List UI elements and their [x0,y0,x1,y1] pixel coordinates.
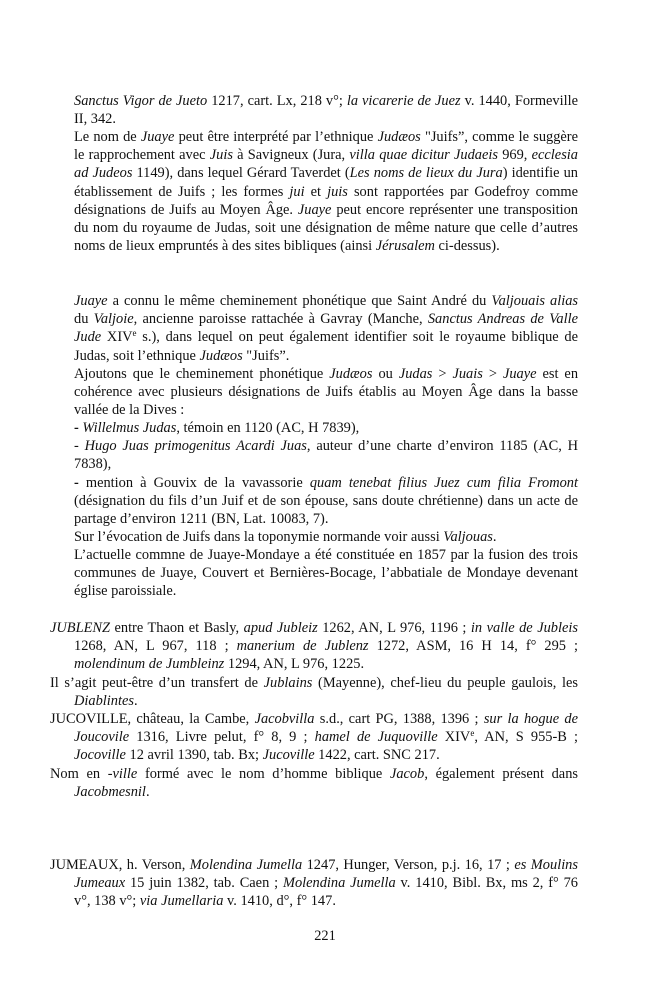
juaye-valjouais-paragraph: Juaye a connu le même cheminement phonétique que Saint André du Valjouais alias du Valjoie, ancienne paroisse rattachée à Gavray (Manche, Sanctus Andreas de Valle Jude XIVe s.), dans lequel on peut également identifier soit le royaume biblique de Judas, soit l’ethnique Judæos "Juifs”. [74,293,578,364]
entry-jublenz-head: JUBLENZ entre Thaon et Basly, apud Jubleiz 1262, AN, L 976, 1196 ; in valle de Jubleis 1268, AN, L 967, 118 ; manerium de Jublenz 1272, ASM, 16 H 14, f° 295 ; molendinum de Jumbleinz 1294, AN, L 976, 1225. [50,620,579,673]
juaye-bullet-willelmus: - Willelmus Judas, témoin en 1120 (AC, H 7839), [74,420,360,436]
juaye-phonetic-paragraph: Ajoutons que le cheminement phonétique Judæos ou Judas > Juais > Juaye est en cohérence avec plusieurs désignations de Juifs établis au Moyen Âge dans la basse vallée de la Dives : [74,366,579,419]
entry-jucoville [50,710,578,801]
entry-jucoville-head: JUCOVILLE, château, la Cambe, Jacobvilla s.d., cart PG, 1388, 1396 ; sur la hogue de Joucovile 1316, Livre pelut, f° 8, 9 ; hamel de Juquoville XIVe, AN, S 955-B ; Jocoville 12 avril 1390, tab. Bx; Jucoville 1422, cart. SNC 217. [50,711,579,764]
juaye-attestations: Sanctus Vigor de Jueto 1217, cart. Lx, 218 v°; la vicarerie de Juez v. 1440, Formeville II, 342. [74,93,578,128]
entry-jublenz-note: Il s’agit peut-être d’un transfert de Jublains (Mayenne), chef-lieu du peuple gaulois, les Diablintes. [50,674,578,709]
entry-jumeaux [50,856,578,911]
entry-jublenz [50,619,578,710]
juaye-see-also: Sur l’évocation de Juifs dans la toponymie normande voir aussi Valjouas. [74,529,497,545]
juaye-bullet-hugo: - Hugo Juas primogenitus Acardi Juas, auteur d’une charte d’environ 1185 (AC, H 7838), [74,438,578,473]
entry-jucoville-note: Nom en -ville formé avec le nom d’homme biblique Jacob, également présent dans Jacobmesnil. [50,765,578,800]
juaye-etymology-paragraph: Le nom de Juaye peut être interprété par l’ethnique Judæos "Juifs”, comme le suggère le rapprochement avec Juis à Savigneux (Jura, villa quae dicitur Judaeis 969, ecclesia ad Judeos 1149), dans lequel Gérard Taverdet (Les noms de lieux du Jura) identifie un établissement de Juifs ; les formes jui et juis sont rapportées par Godefroy comme désignations de Juifs au Moyen Âge. Juaye peut encore représenter une transposition du nom du royaume de Judas, soit une désignation de même nature que celle d’autres noms de lieux empruntés à des sites bibliques (ainsi Jérusalem ci-dessus). [74,129,578,255]
juaye-bullet-gouvix: - mention à Gouvix de la vavassorie quam tenebat filius Juez cum filia Fromont (désignation du fils d’un Juif et de son épouse, sans doute chrétienne) dans un acte de partage d’environ 1211 (BN, Lat. 10083, 7). [74,475,578,528]
juaye-commune-history: L’actuelle commne de Juaye-Mondaye a été constituée en 1857 par la fusion des trois communes de Juaye, Couvert et Bernières-Bocage, l’abbatiale de Mondaye devenant église paroissiale. [74,547,578,600]
entry-jumeaux-head: JUMEAUX, h. Verson, Molendina Jumella 1247, Hunger, Verson, p.j. 16, 17 ; es Moulins Jumeaux 15 juin 1382, tab. Caen ; Molendina Jumella v. 1410, Bibl. Bx, ms 2, f° 76 v°, 138 v°; via Jumellaria v. 1410, d°, f° 147. [50,857,578,910]
page-number: 221 [314,928,336,944]
